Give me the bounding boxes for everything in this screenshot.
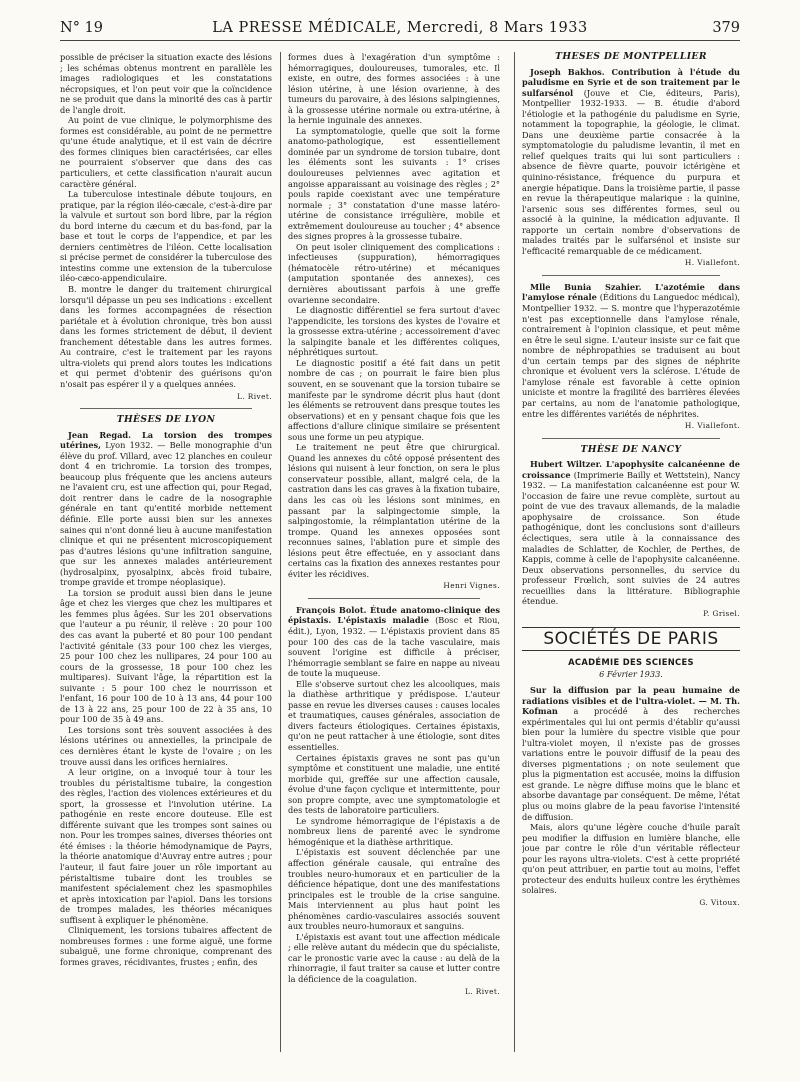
review-entry [522, 67, 740, 257]
section-heading-montpellier: THÈSES DE MONTPELLIER [555, 52, 707, 62]
paragraph: L'épistaxis est avant tout une affection médicale ; elle relève autant du médecin que du spécialiste, car le pronostic varie avec la cause : au delà de la rhinorragie, il faut traiter sa cause et lutter contre la déficience de la coagulation. [288, 931, 500, 985]
review-entry [522, 282, 740, 419]
separator [542, 438, 720, 439]
signature: H. Viallefont. [684, 258, 740, 268]
entry-title: Mlle Bunia Szahier. L'azotémie dans l'amylose rénale [522, 281, 740, 303]
review-entry [522, 685, 740, 822]
separator [308, 598, 480, 599]
paragraph: Le diagnostic positif a été fait dans un petit nombre de cas ; on pourrait le faire bien plus souvent, en se souvenant que la torsion tubaire se manifeste par le syndrome décrit plus haut (dont les éléments se retrouvent dans presque toutes les observations) et en y pensant chaque fois que les affections d'allure clinique similaire se présentent sous une forme un peu atypique. [288, 357, 500, 442]
entry-title: Jean Regad. La torsion des trompes utérines, [60, 429, 272, 451]
issue-number: N° 19 [60, 20, 103, 36]
paragraph: formes dues à l'exagération d'un symptôme : hémorragiques, douloureuses, tumorales, etc. Il existe, en outre, des formes associées : à une lésion utérine, à une lésion ovarienne, à des tumeurs du parovaire, à des lésions salpingiennes, à la grossesse utérine normale ou extra-utérine, à la hernie inguinale des annexes. [288, 52, 500, 126]
column-divider [280, 52, 281, 1052]
societes-title: SOCIÉTÉS DE PARIS [543, 629, 719, 650]
paragraph: On peut isoler cliniquement des complications : infectieuses (suppuration), hémorragiques (hématocèle rétro-utérine) et mécaniques (amputation spontanée des annexes), ces dernières aboutissant parfois à une greffe ovarienne secondaire. [288, 241, 500, 305]
section-heading-lyon: THÈSES DE LYON [116, 414, 216, 426]
entry-text: (Bosc et Riou, édit.), Lyon, 1932. — L'épistaxis provient dans 85 pour 100 des cas de la tache vasculaire, mais souvent l'origine est difficile à préciser, l'hémorragie semblant se faire en nappe au niveau de toute la muqueuse. [288, 615, 500, 679]
review-entry [60, 430, 272, 588]
paragraph: Au point de vue clinique, le polymorphisme des formes est considérable, au point de ne permettre qu'une étude analytique, et il est vain de décrire des formes cliniques bien caractérisées, car elles ne pourraient s'observer que dans des cas particuliers, et cette classification n'aurait aucun caractère général. [60, 115, 272, 189]
column-middle [288, 52, 500, 1072]
paragraph: A leur origine, on a invoqué tour à tour les troubles du péristaltisme tubaire, la congestion des règles, l'action des violences extérieures et du sport, la grossesse et l'involution utérine. La pathogénie en reste encore douteuse. Elle est différente suivant que les trompes sont saines ou non. Pour les trompes saines, diverses théories ont été émises : la théorie hémodynamique de Payrs, la théorie anatomique d'Auvray entre autres ; pour l'auteur, il faut faire jouer un rôle important au péristaltisme tubaire dont les troubles se manifestent spécialement chez les spasmophiles et après intoxication par l'apiol. Dans les torsions de trompes malades, les théories mécaniques suffisent à expliquer le phénomène. [60, 767, 272, 925]
paragraph: Elle s'observe surtout chez les alcooliques, mais la diathèse arthritique y prédispose. L'auteur passe en revue les diverses causes : causes locales et traumatiques, causes générales, association de divers facteurs étiologiques. Certaines épistaxis, qu'on ne peut rattacher à une étiologie, sont dites essentielles. [288, 678, 500, 752]
page-number: 379 [712, 20, 740, 36]
paragraph: Certaines épistaxis graves ne sont pas qu'un symptôme et constituent une maladie, une entité morbide qui, greffée sur une affection causale, évolue d'une façon cyclique et intermittente, pour son propre compte, avec une symptomatologie et des tests de laboratoire particuliers. [288, 752, 500, 816]
entry-title: François Bolot. Étude anatomo-clinique des épistaxis. L'épistaxis maladie [288, 604, 500, 626]
paragraph: Mais, alors qu'une légère couche d'huile paraît peu modifier la diffusion en lumière blanche, elle joue par contre le rôle d'un véritable réflecteur pour les rayons ultra-violets. C'est à cette propriété qu'on peut attribuer, en partie tout au moins, l'effet protecteur des enduits huileux contre les érythèmes solaires. [522, 822, 740, 896]
paragraph: L'épistaxis est souvent déclenchée par une affection générale causale, qui entraîne des troubles neuro-humoraux et en particulier de la déficience hépatique, dont une des manifestations principales est le trouble de la crise sanguine. Mais interviennent au plus haut point les phénomènes cardio-vasculaires associés souvent aux troubles neuro-humoraux et sanguins. [288, 847, 500, 932]
separator [80, 408, 252, 409]
separator [542, 275, 720, 276]
paragraph: Le diagnostic différentiel se fera surtout d'avec l'appendicite, les torsions des kystes de l'ovaire et la grossesse extra-utérine ; accessoirement d'avec la salpingite banale et les différentes coliques, néphrétiques surtout. [288, 305, 500, 358]
session-date: 6 Février 1933. [599, 669, 663, 680]
entry-text: (Jouve et Cie, éditeurs, Paris), Montpellier 1932-1933. — B. étudie d'abord l'étiologie et la pathogénie du paludisme en Syrie, notamment la topographie, la géologie, le climat. Dans une deuxième partie consacrée à la symptomatologie du paludisme levantin, il met en relief quelques traits qui lui sont particuliers : absence de fièvre quarte, pouvoir ictérigène et quinino-résistance, fréquence du purpura et anergie hépatique. Dans la troisième partie, il passe en revue la thérapeutique malarique : la quinine, l'arsenic sous ses différentes formes, seul ou associé à la quinine, la médication adjuvante. Il rapporte un certain nombre d'observations de malades traités par le sulfarsénol et insiste sur l'efficacité remarquable de ce médicament. [522, 87, 740, 256]
societes-banner [522, 627, 740, 651]
paragraph: La tuberculose intestinale débute toujours, en pratique, par la région iléo-cæcale, c'est-à-dire par la valvule et surtout son bord libre, par la région du bord interne du cæcum et du bas-fond, par la base et tout le corps de l'appendice, et par les derniers centimètres de l'iléon. Cette localisation si précise permet de considérer la tuberculose des intestins comme une extension de la tuberculose iléo-cæco-appendiculaire. [60, 189, 272, 284]
journal-title: LA PRESSE MÉDICALE, Mercredi, 8 Mars 1933 [212, 20, 588, 36]
column-right [522, 52, 740, 1072]
entry-title: Sur la diffusion par la peau humaine de radiations visibles et de l'ultra-violet. — M. Th. Kofman [522, 684, 740, 717]
signature: G. Vitoux. [699, 897, 740, 907]
column-left [60, 52, 272, 1072]
signature: L. Rivet. [464, 986, 500, 996]
paragraph: B. montre le danger du traitement chirurgical lorsqu'il dépasse un peu ses indications : excellent dans les formes accompagnées de résection pariétale et à évolution chronique, très bon aussi dans les formes strictement de début, il devient franchement détestable dans les autres formes. Au contraire, c'est le traitement par les rayons ultra-violets qui prend alors toutes les indications et qui permet d'obtenir des guérisons qu'on n'osait pas espérer il y a quelques années. [60, 284, 272, 389]
paragraph: Cliniquement, les torsions tubaires affectent de nombreuses formes : une forme aiguë, une forme subaiguë, une forme chronique, comprenant des formes graves, récidivantes, frustes ; enfin, des [60, 925, 272, 967]
running-header [60, 20, 740, 41]
paragraph: possible de préciser la situation exacte des lésions ; les schémas obtenus montrent en parallèle les images radiologiques et les constatations nécropsiques, et l'on peut voir que la coïncidence ne se produit que dans la minorité des cas à partir de l'angle droit. [60, 52, 272, 115]
signature: Henri Vignes. [443, 581, 500, 591]
entry-title: Hubert Wiltzer. L'apophysite calcanéenne de croissance [522, 459, 740, 480]
review-entry [288, 605, 500, 679]
paragraph: Le traitement ne peut être que chirurgical. Quand les annexes du côté opposé présentent des lésions qui nuisent à leur fonction, on sera le plus conservateur possible, allant, malgré cela, de la castration dans les cas graves à la fixation tubaire, dans les cas où les lésions sont minimes, en passant par la salpingectomie simple, la salpingostomie, la réimplantation utérine de la trompe. Quand les annexes opposées sont reconnues saines, l'ablation pure et simple des lésions peut être effectuée, en y associant dans certains cas la fixation des annexes restantes pour éviter les récidives. [288, 442, 500, 579]
entry-title: Joseph Bakhos. Contribution à l'étude du paludisme en Syrie et de son traitement par le sulfarsénol [522, 66, 740, 98]
signature: P. Grisel. [703, 608, 740, 618]
entry-text: (Éditions du Languedoc médical), Montpellier 1932. — S. montre que l'hyperazotémie n'est pas exceptionnelle dans l'amylose rénale, contrairement à l'opinion classique, et peut même en être le seul signe. L'auteur insiste sur ce fait que nombre de néphropathies se traduisent au bout d'un certain temps par des signes de néphrite chronique et évoluent vers la sclérose. L'étude de l'amylose rénale est favorable à cette opinion uniciste et montre la fragilité des barrières élevées par certains, au nom de l'anatomie pathologique, entre les différentes variétés de néphrites. [522, 292, 740, 419]
column-divider [514, 52, 515, 1052]
paragraph: La torsion se produit aussi bien dans le jeune âge et chez les vierges que chez les multipares et les femmes plus âgées. Sur les 201 observations que l'auteur a pu réunir, il relève : 20 pour 100 des cas avant la puberté et 80 pour 100 pendant l'activité génitale (33 pour 100 chez les vierges, 25 pour 100 chez les nullipares, 24 pour 100 au cours de la grossesse, 18 pour 100 chez les multipares). Suivant l'âge, la répartition est la suivante : 5 pour 100 chez le nourrisson et l'enfant, 16 pour 100 de 10 à 13 ans, 44 pour 100 de 13 à 22 ans, 25 pour 100 de 22 à 35 ans, 10 pour 100 de 35 à 49 ans. [60, 587, 272, 725]
signature: H. Viallefont. [684, 421, 740, 431]
review-entry [522, 459, 740, 607]
signature: L. Rivet. [236, 391, 272, 401]
paragraph: La symptomatologie, quelle que soit la forme anatomo-pathologique, est essentiellement dominée par un syndrome de torsion tubaire, dont les éléments sont les suivants : 1° crises douloureuses pelviennes avec agitation et angoisse apparaissant au voisinage des règles ; 2° pouls rapide coexistant avec une température normale ; 3° constatation d'une masse latéro-utérine de consistance irrégulière, mobile et extrêmement douloureuse au toucher ; 4° absence des signes propres à la grossesse tubaire. [288, 125, 500, 242]
section-heading-nancy: THÈSE DE NANCY [580, 443, 682, 455]
entry-text: (Imprimerie Bailly et Wettstein), Nancy 1932. — La manifestation calcanéenne est pour W. l'occasion de faire une revue complète, surtout au point de vue des travaux allemands, de la maladie apophysaire de croissance. Son étude pathogénique, dont les conclusions sont d'ailleurs éclectiques, sera utile à la connaissance des maladies de Schlatter, de Kochler, de Perthes, de Kappis, comme à celle de l'apophysite calcanéenne. Deux observations personnelles, du service du professeur Frœlich, sont suivies de 24 autres recueillies dans la littérature. Bibliographie étendue. [522, 469, 740, 607]
entry-text: a procédé à des recherches expérimentales qui lui ont permis d'établir qu'aussi bien pour la lumière du spectre visible que pour l'ultra-violet moyen, il n'existe pas de grosses variations entre le pouvoir diffusif de la peau des diverses pigmentations ; on note seulement que plus la pigmentation est accusée, moins la diffusion est grande. Le nègre diffuse moins que le blanc et absorbe davantage par conséquent. De même, l'état plus ou moins glabre de la peau favorise l'intensité de diffusion. [522, 706, 740, 822]
entry-text: Lyon 1932. — Belle monographie d'un élève du prof. Villard, avec 12 planches en couleur dont 4 en trichromie. La torsion des trompes, beaucoup plus fréquente que les anciens auteurs ne l'avaient cru, est une affection qui, pour Regad, doit rentrer dans le cadre de la nosographie générale en tant qu'entité morbide nettement définie. Elle porte aussi bien sur les annexes saines qui n'ont donné lieu à aucune manifestation clinique et qui ne présentent microscopiquement pas d'autres lésions qu'une infiltration sanguine, que sur les annexes malades antérieurement (hydrosalpinx, pyosalpinx, abcès froid tubaire, trompe gravide et trompe néoplasique). [60, 440, 272, 588]
academy-heading: ACADÉMIE DES SCIENCES [568, 656, 694, 667]
paragraph: Le syndrome hémorragique de l'épistaxis a de nombreux liens de parenté avec le syndrome hémogénique et la diathèse arthritique. [288, 815, 500, 847]
paragraph: Les torsions sont très souvent associées à des lésions utérines ou annexielles, la principale de ces dernières étant le kyste de l'ovaire ; on les trouve aussi dans les orifices herniaires. [60, 724, 272, 767]
